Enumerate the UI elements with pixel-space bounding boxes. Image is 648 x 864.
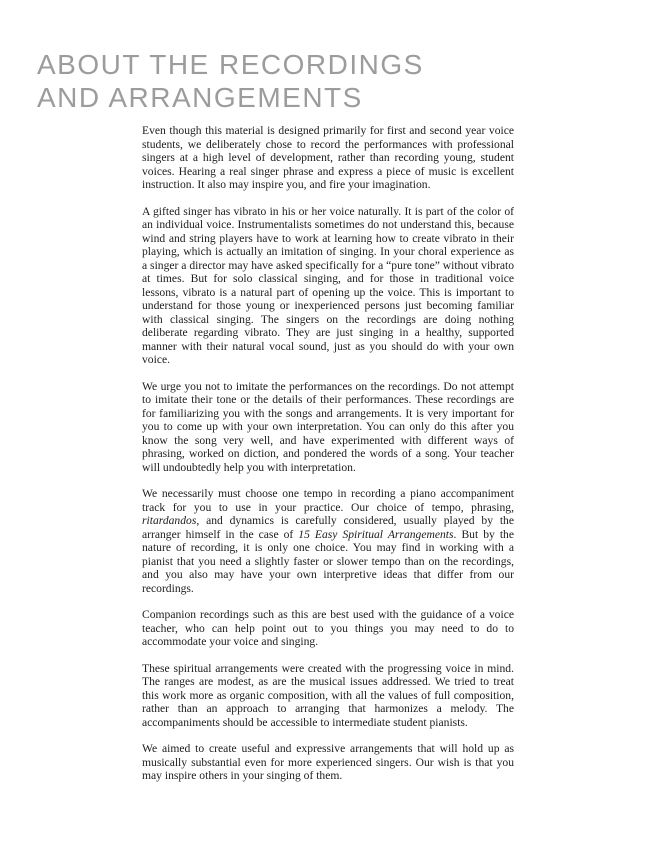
italic-text-segment: 15 Easy Spiritual Arrangements <box>298 527 454 541</box>
text-segment: We necessarily must choose one tempo in recording a piano accompaniment track for you to use in your practice. Our choice of tempo, phrasing, <box>142 487 514 514</box>
paragraph <box>142 380 514 475</box>
text-segment: Even though this material is designed primarily for first and second year voice students, we deliberately chose to record the performances with professional singers at a high level of development, rather than recording young, student voices. Hearing a real singer phrase and express a piece of music is excellent instruction. It also may inspire you, and fire your imagination. <box>142 124 514 191</box>
page-title <box>37 48 424 114</box>
paragraph <box>142 608 514 649</box>
text-segment: Companion recordings such as this are best used with the guidance of a voice teacher, who can help point out to you things you may need to do to accommodate your voice and singing. <box>142 608 514 648</box>
page-title-line-2: AND ARRANGEMENTS <box>37 82 363 113</box>
text-segment: These spiritual arrangements were created with the progressing voice in mind. The ranges are modest, as are the musical issues addressed. We tried to treat this work more as organic composition, with all the values of full composition, rather than an approach to arranging that harmonizes a melody. The accompaniments should be accessible to intermediate student pianists. <box>142 661 514 729</box>
paragraph <box>142 662 514 730</box>
paragraph <box>142 124 514 192</box>
italic-text-segment: ritardandos <box>142 514 197 527</box>
text-segment: A gifted singer has vibrato in his or her voice naturally. It is part of the color of an individual voice. Instrumentalists sometimes do not understand this, because wind and string players have to work at learning how to create vibrato in their playing, which is actually an imitation of singing. In your choral experience as a singer a director may have asked specifically for a “pure tone” without vibrato at times. But for solo classical singing, and for those in traditional voice lessons, vibrato is a natural part of opening up the voice. This is important to understand for those young or inexperienced persons just becoming familiar with classical singing. The singers on the recordings are doing nothing deliberate regarding vibrato. They are just singing in a healthy, supported manner with their natural vocal sound, just as you should do with your own voice. <box>142 204 514 366</box>
page-title-line-1: ABOUT THE RECORDINGS <box>37 49 424 80</box>
paragraph <box>142 487 514 595</box>
paragraph <box>142 205 514 367</box>
paragraph <box>142 742 514 783</box>
body-text <box>142 124 514 783</box>
text-segment: . But by the nature of recording, it is only one choice. You may find in working with a pianist that you need a slightly faster or slower tempo than on the recordings, and you also may have your own interpretive ideas that differ from our recordings. <box>142 527 514 595</box>
text-segment: , and dynamics is carefully considered, usually played by the arranger himself in the case of <box>142 514 514 541</box>
text-segment: We aimed to create useful and expressive arrangements that will hold up as musically substantial even for more experienced singers. Our wish is that you may inspire others in your singing of them. <box>142 742 514 782</box>
text-segment: We urge you not to imitate the performances on the recordings. Do not attempt to imitate their tone or the details of their performances. These recordings are for familiarizing you with the songs and arrangements. It is very important for you to come up with your own interpretation. You can only do this after you know the song very well, and have experimented with different ways of phrasing, worked on diction, and pondered the words of a song. Your teacher will undoubtedly help you with interpretation. <box>142 379 514 474</box>
